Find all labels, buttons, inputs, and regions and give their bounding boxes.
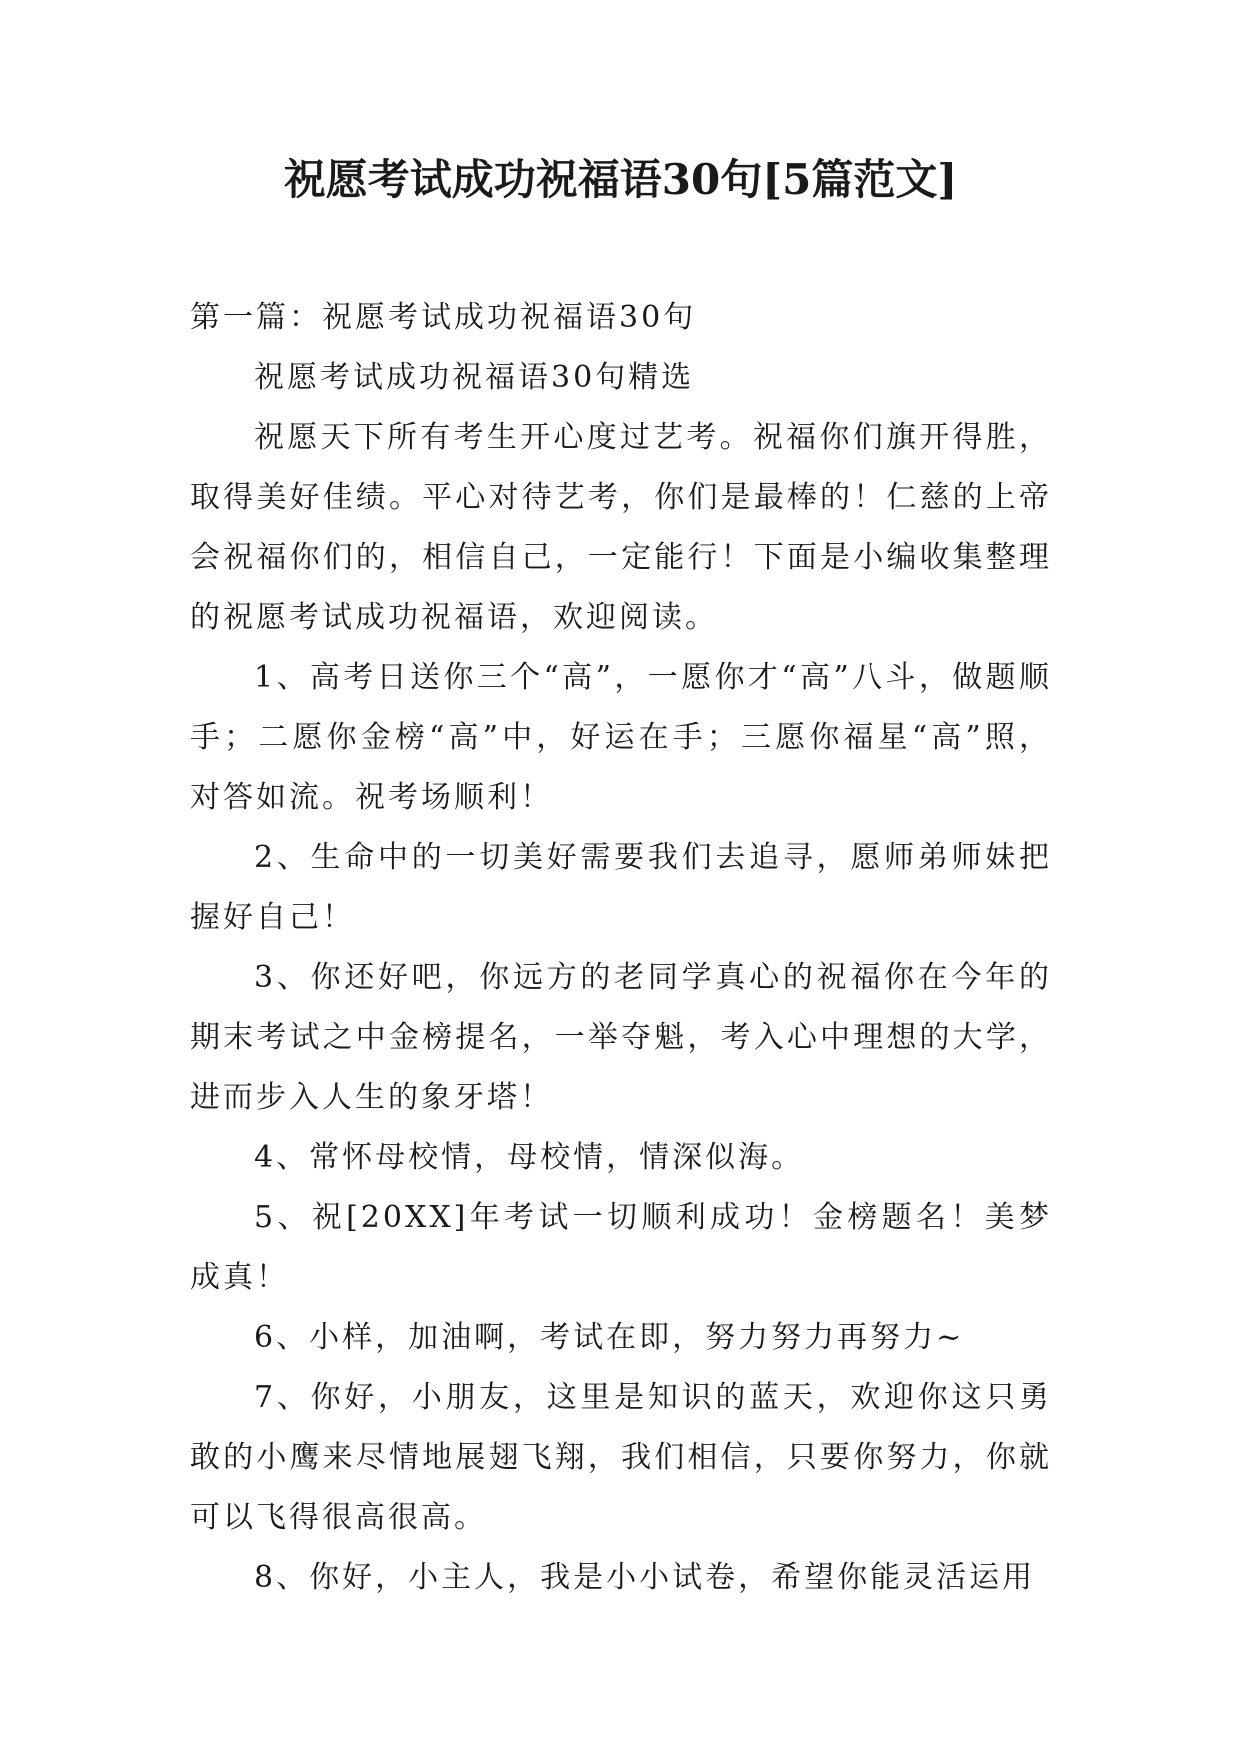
wish-item-6: 6、小样，加油啊，考试在即，努力努力再努力~ <box>254 1320 965 1355</box>
section-subtitle: 祝愿考试成功祝福语30句精选 <box>254 360 695 395</box>
wish-item-8: 8、你好，小主人，我是小小试卷，希望你能灵活运用 <box>254 1560 1036 1595</box>
wish-item-5: 5、祝[20XX]年考试一切顺利成功！金榜题名！美梦成真！ <box>190 1200 1052 1295</box>
intro-paragraph: 祝愿天下所有考生开心度过艺考。祝福你们旗开得胜，取得美好佳绩。平心对待艺考，你们是最棒的！仁慈的上帝会祝福你们的，相信自己，一定能行！下面是小编收集整理的祝愿考试成功祝福语，欢迎阅读。 <box>190 420 1052 635</box>
section-heading: 第一篇：祝愿考试成功祝福语30句 <box>190 300 697 335</box>
document-body <box>190 288 1052 1608</box>
wish-item-2: 2、生命中的一切美好需要我们去追寻，愿师弟师妹把握好自己！ <box>190 840 1052 935</box>
wish-item-7: 7、你好，小朋友，这里是知识的蓝天，欢迎你这只勇敢的小鹰来尽情地展翅飞翔，我们相信，只要你努力，你就可以飞得很高很高。 <box>190 1380 1052 1535</box>
wish-item-4: 4、常怀母校情，母校情，情深似海。 <box>254 1140 805 1175</box>
wish-item-1: 1、高考日送你三个“高”，一愿你才“高”八斗，做题顺手；二愿你金榜“高”中，好运在手；三愿你福星“高”照，对答如流。祝考场顺利！ <box>190 660 1052 815</box>
wish-item-3: 3、你还好吧，你远方的老同学真心的祝福你在今年的期末考试之中金榜提名，一举夺魁，考入心中理想的大学，进而步入人生的象牙塔！ <box>190 960 1052 1115</box>
document-title: 祝愿考试成功祝福语30句[5篇范文] <box>283 155 958 204</box>
